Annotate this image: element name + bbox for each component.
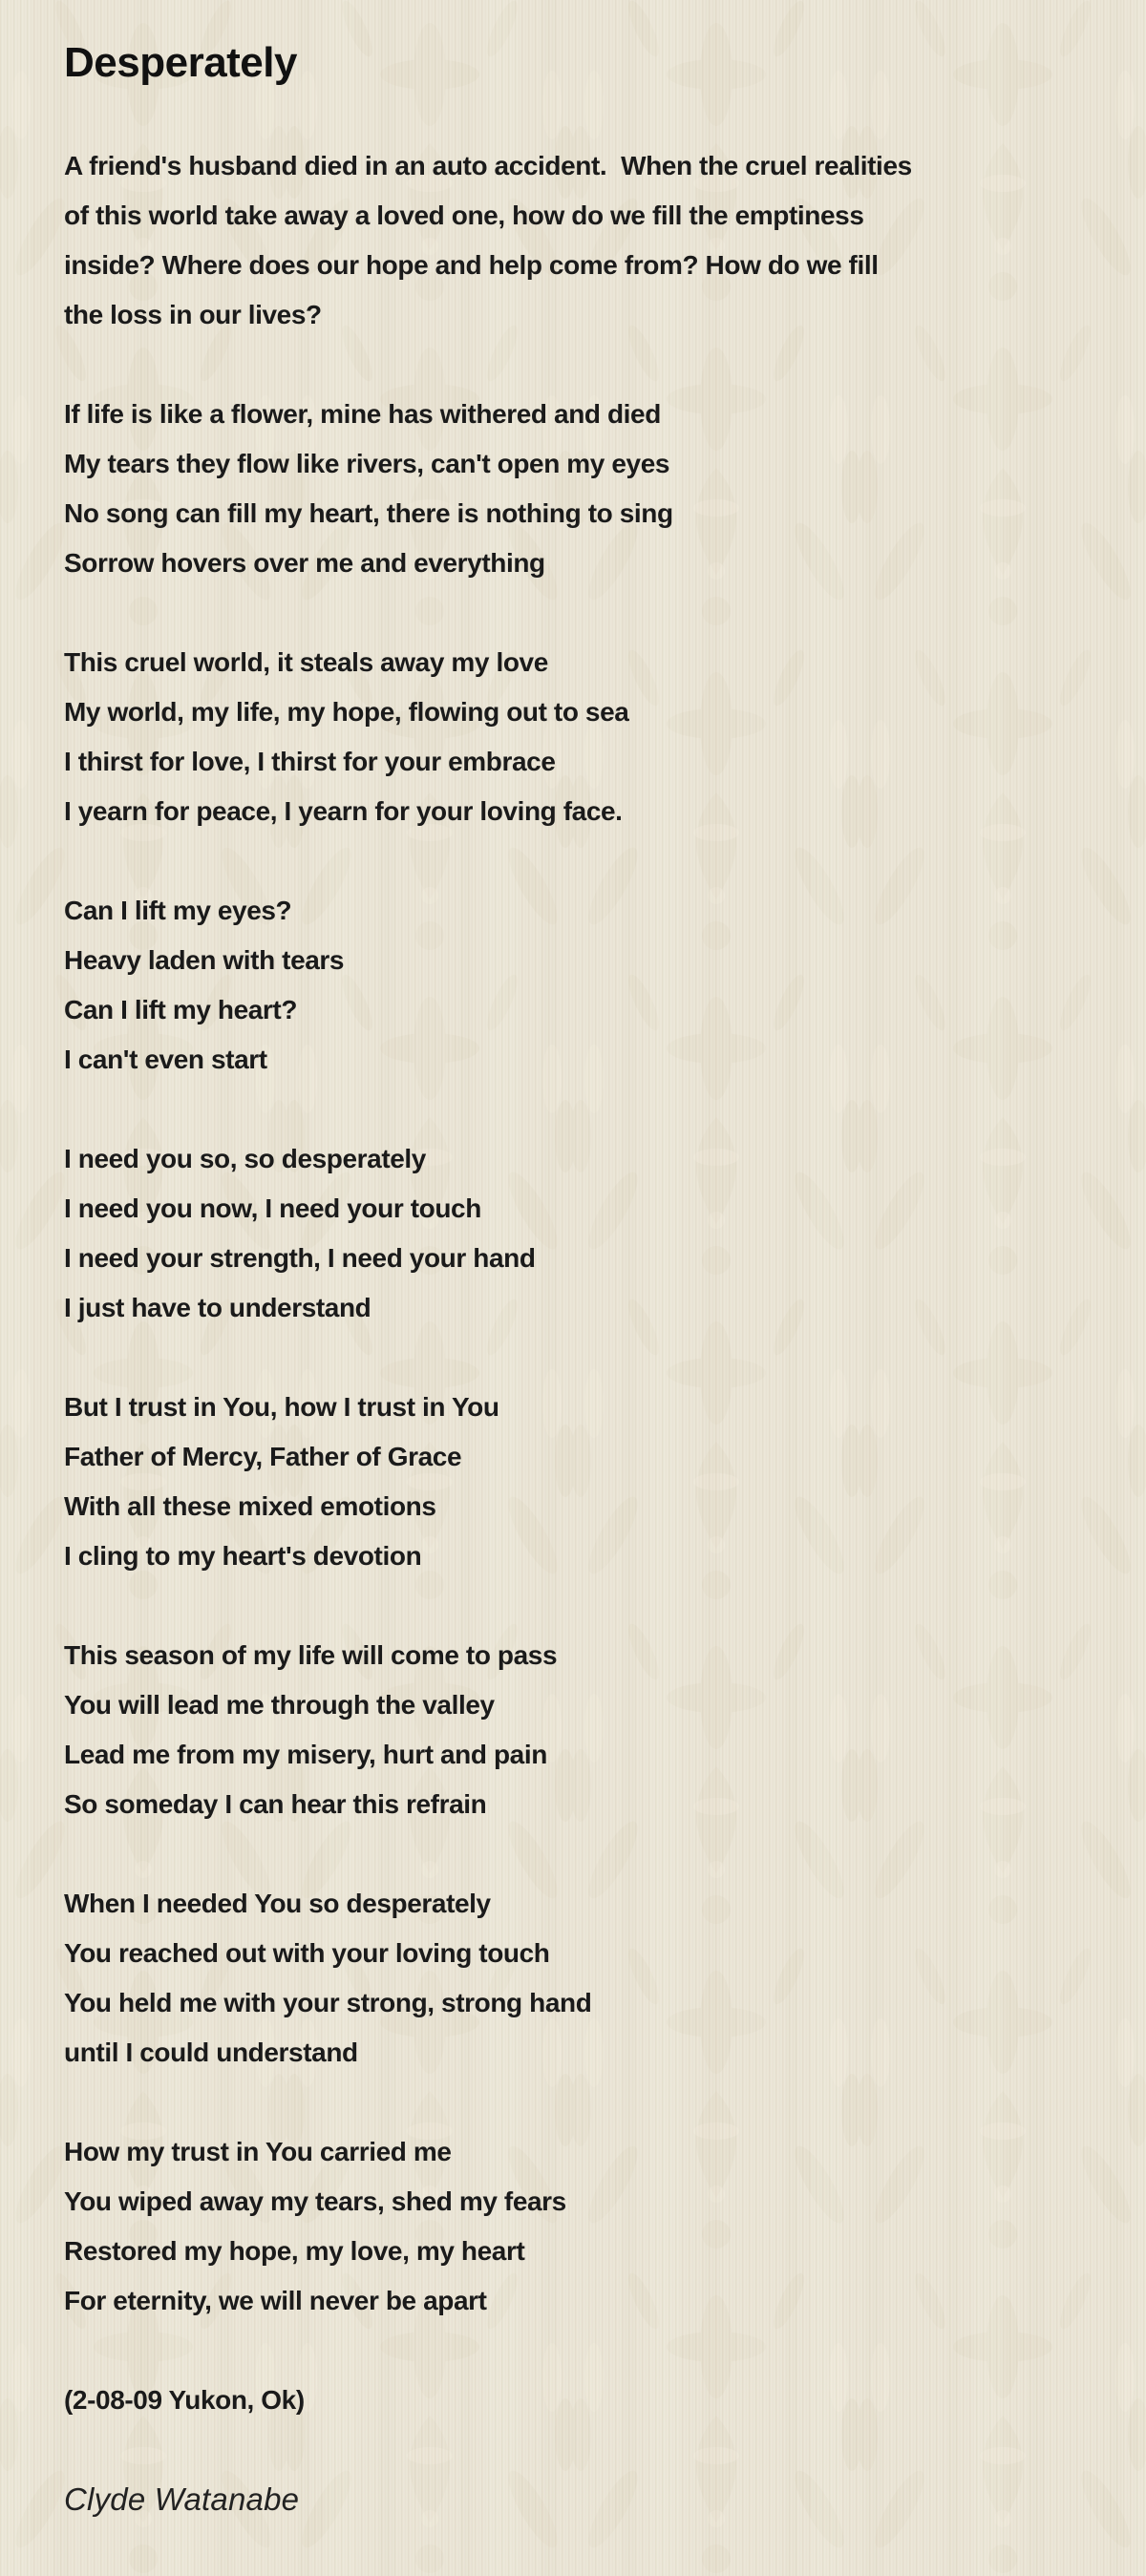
poem-title: Desperately — [64, 39, 297, 86]
poem-line: inside? Where does our hope and help come from? How do we fill — [64, 250, 879, 280]
poem-line: How my trust in You carried me — [64, 2137, 452, 2166]
poem-line: I need your strength, I need your hand — [64, 1243, 536, 1273]
poem-line: You reached out with your loving touch — [64, 1938, 550, 1968]
poem-line: until I could understand — [64, 2038, 358, 2067]
poem-line: Can I lift my heart? — [64, 995, 298, 1024]
stanza — [64, 390, 1108, 588]
poem-line: My world, my life, my hope, flowing out to sea — [64, 697, 629, 727]
poem-line: Sorrow hovers over me and everything — [64, 548, 545, 578]
stanza — [64, 1134, 1108, 1333]
poem-line: Restored my hope, my love, my heart — [64, 2236, 525, 2266]
poem-line: But I trust in You, how I trust in You — [64, 1392, 499, 1422]
poem-line: I yearn for peace, I yearn for your loving face. — [64, 796, 623, 826]
stanza — [64, 638, 1108, 836]
poem-line: I cling to my heart's devotion — [64, 1541, 422, 1571]
poem-line: A friend's husband died in an auto accident. When the cruel realities — [64, 151, 912, 180]
poem-line: I can't even start — [64, 1045, 267, 1074]
poem-line: For eternity, we will never be apart — [64, 2286, 487, 2315]
poem-line: Can I lift my eyes? — [64, 896, 292, 925]
poem-line: This season of my life will come to pass — [64, 1640, 558, 1670]
poem-dateline: (2-08-09 Yukon, Ok) — [64, 2385, 305, 2415]
poem-line: You held me with your strong, strong hand — [64, 1988, 592, 2017]
poem-line: This cruel world, it steals away my love — [64, 647, 548, 677]
poem-line: My tears they flow like rivers, can't open my eyes — [64, 449, 670, 478]
poem-line: I thirst for love, I thirst for your embrace — [64, 747, 556, 776]
poem-line: Lead me from my misery, hurt and pain — [64, 1740, 547, 1769]
poem-line: the loss in our lives? — [64, 300, 322, 329]
poem-line: When I needed You so desperately — [64, 1889, 491, 1918]
stanza — [64, 141, 1108, 340]
poem-line: No song can fill my heart, there is nothing to sing — [64, 498, 673, 528]
stanza — [64, 1383, 1108, 1581]
poem-line: I need you so, so desperately — [64, 1144, 426, 1173]
poem-line: Heavy laden with tears — [64, 945, 345, 975]
poem-line: With all these mixed emotions — [64, 1491, 436, 1521]
poem-line: I need you now, I need your touch — [64, 1193, 481, 1223]
poem-line: So someday I can hear this refrain — [64, 1789, 487, 1819]
poem-stanzas — [64, 141, 1108, 2326]
poem-line: If life is like a flower, mine has withered and died — [64, 399, 661, 429]
author-signature: Clyde Watanabe — [64, 2481, 300, 2517]
stanza — [64, 2127, 1108, 2326]
poem-line: I just have to understand — [64, 1293, 371, 1322]
poem-line: You will lead me through the valley — [64, 1690, 495, 1720]
stanza — [64, 1631, 1108, 1829]
poem-line: You wiped away my tears, shed my fears — [64, 2186, 566, 2216]
stanza — [64, 1879, 1108, 2078]
poem-line: Father of Mercy, Father of Grace — [64, 1442, 462, 1471]
poem-line: of this world take away a loved one, how do we fill the emptiness — [64, 201, 864, 230]
stanza — [64, 886, 1108, 1085]
